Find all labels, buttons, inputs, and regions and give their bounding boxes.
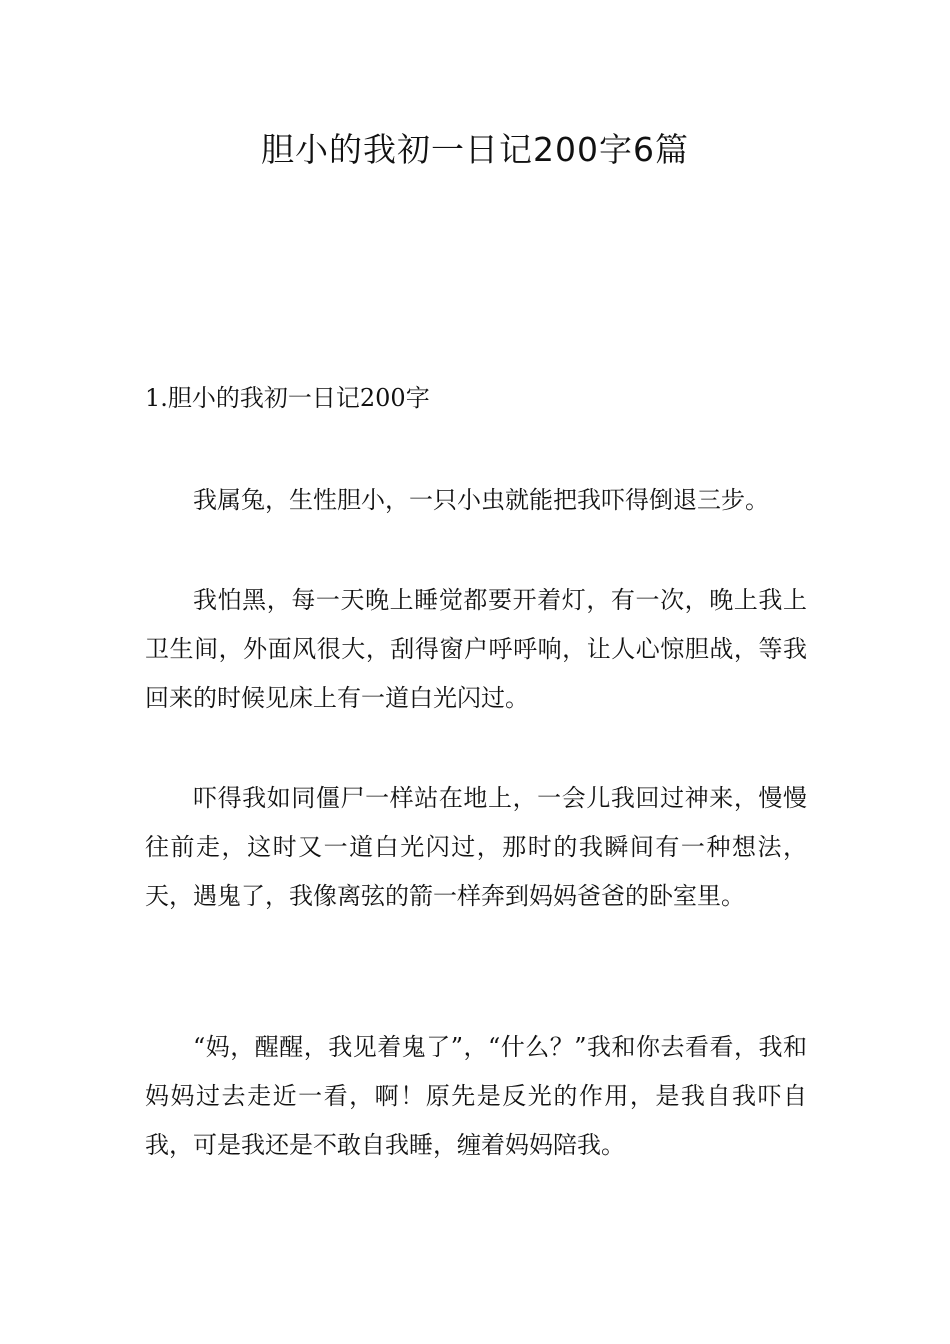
paragraph: 我怕黑，每一天晚上睡觉都要开着灯，有一次，晚上我上卫生间，外面风很大，刮得窗户呼呼响，让人心惊胆战，等我回来的时候见床上有一道白光闪过。	[145, 586, 807, 712]
section-heading: 1.胆小的我初一日记200字	[145, 384, 430, 412]
document-title: 胆小的我初一日记200字6篇	[261, 130, 689, 169]
paragraph: 我属兔，生性胆小，一只小虫就能把我吓得倒退三步。	[193, 486, 769, 514]
paragraph: 吓得我如同僵尸一样站在地上，一会儿我回过神来，慢慢往前走，这时又一道白光闪过，那时的我瞬间有一种想法，天，遇鬼了，我像离弦的箭一样奔到妈妈爸爸的卧室里。	[145, 784, 807, 910]
paragraph: “妈，醒醒，我见着鬼了”，“什么？”我和你去看看，我和妈妈过去走近一看，啊！原先是反光的作用，是我自我吓自我，可是我还是不敢自我睡，缠着妈妈陪我。	[145, 1033, 807, 1159]
